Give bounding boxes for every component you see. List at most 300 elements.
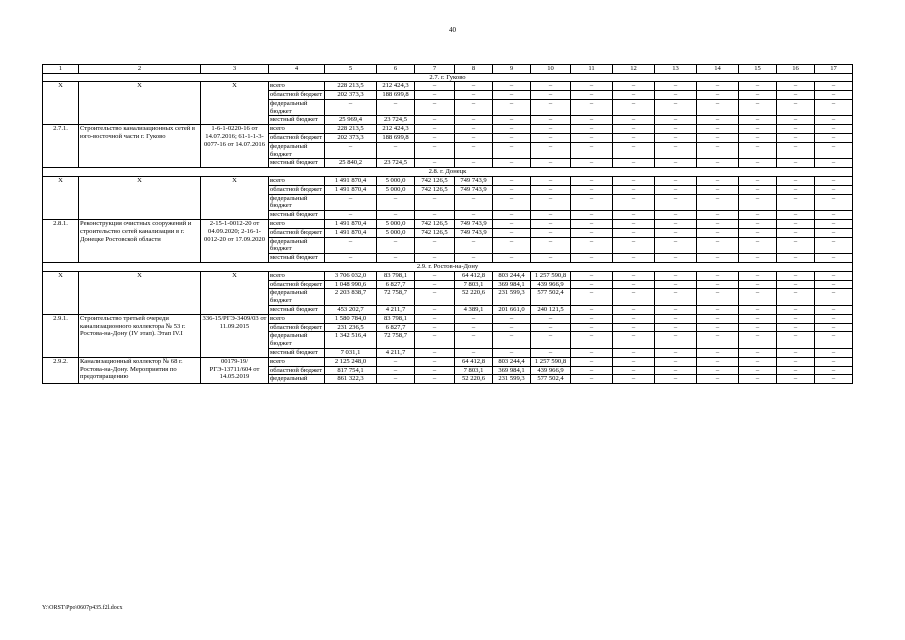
value-cell: – [455, 211, 493, 220]
value-cell: – [531, 220, 571, 229]
table-row [43, 82, 853, 91]
value-cell: 7 031,1 [325, 349, 377, 358]
empty-dash-cell: – [571, 99, 613, 116]
item-name: Реконструкция очистных сооружений и строительство сетей канализации в г. Донецке Ростовской области [79, 220, 201, 263]
empty-dash-cell: – [571, 366, 613, 375]
empty-dash-cell: – [815, 332, 853, 349]
empty-dash-cell: – [739, 349, 777, 358]
empty-dash-cell: – [739, 357, 777, 366]
value-cell: – [493, 314, 531, 323]
value-cell: 5 000,0 [377, 220, 415, 229]
empty-dash-cell: – [655, 82, 697, 91]
funding-source: областной бюджет [269, 323, 325, 332]
column-number-cell: 6 [377, 65, 415, 74]
empty-dash-cell: – [613, 159, 655, 168]
empty-dash-cell: – [777, 271, 815, 280]
item-number: 2.9.1. [43, 314, 79, 357]
empty-dash-cell: – [739, 228, 777, 237]
value-cell: – [531, 332, 571, 349]
value-cell: 228 213,5 [325, 82, 377, 91]
column-number-row [43, 65, 853, 74]
empty-dash-cell: – [815, 357, 853, 366]
funding-source: федеральный бюджет [269, 142, 325, 159]
value-cell: – [531, 177, 571, 186]
value-cell: 1 580 784,0 [325, 314, 377, 323]
empty-dash-cell: – [739, 237, 777, 254]
empty-dash-cell: – [613, 220, 655, 229]
empty-dash-cell: – [655, 116, 697, 125]
value-cell: – [455, 159, 493, 168]
value-cell: – [377, 211, 415, 220]
value-cell: 577 502,4 [531, 375, 571, 384]
value-cell: 749 743,9 [455, 228, 493, 237]
empty-dash-cell: – [613, 254, 655, 263]
value-cell: 231 236,5 [325, 323, 377, 332]
value-cell: 202 373,3 [325, 91, 377, 100]
empty-dash-cell: – [571, 185, 613, 194]
value-cell: 5 000,0 [377, 177, 415, 186]
empty-dash-cell: – [739, 289, 777, 306]
empty-dash-cell: – [655, 289, 697, 306]
value-cell: 5 000,0 [377, 185, 415, 194]
value-cell: 212 424,3 [377, 125, 415, 134]
funding-source: местный бюджет [269, 306, 325, 315]
value-cell: 83 798,1 [377, 271, 415, 280]
empty-dash-cell: – [697, 375, 739, 384]
empty-dash-cell: – [777, 211, 815, 220]
value-cell: – [493, 211, 531, 220]
column-number-cell: 1 [43, 65, 79, 74]
value-cell: – [415, 271, 455, 280]
empty-dash-cell: – [697, 237, 739, 254]
empty-dash-cell: – [571, 220, 613, 229]
table-row [43, 220, 853, 229]
value-cell: – [415, 357, 455, 366]
empty-dash-cell: – [613, 349, 655, 358]
empty-dash-cell: – [613, 142, 655, 159]
value-cell: 439 966,9 [531, 280, 571, 289]
item-number: Х [43, 82, 79, 125]
empty-dash-cell: – [815, 177, 853, 186]
empty-dash-cell: – [815, 280, 853, 289]
empty-dash-cell: – [697, 211, 739, 220]
empty-dash-cell: – [815, 99, 853, 116]
empty-dash-cell: – [697, 177, 739, 186]
value-cell: 6 827,7 [377, 280, 415, 289]
empty-dash-cell: – [571, 91, 613, 100]
empty-dash-cell: – [697, 125, 739, 134]
empty-dash-cell: – [655, 349, 697, 358]
value-cell: – [415, 306, 455, 315]
value-cell: – [531, 254, 571, 263]
item-number: 2.7.1. [43, 125, 79, 168]
value-cell: – [377, 99, 415, 116]
value-cell: – [415, 82, 455, 91]
funding-source: областной бюджет [269, 228, 325, 237]
item-name: Строительство канализационных сетей в юго-восточной части г. Гуково [79, 125, 201, 168]
empty-dash-cell: – [815, 82, 853, 91]
value-cell: – [415, 134, 455, 143]
empty-dash-cell: – [613, 357, 655, 366]
value-cell: – [493, 194, 531, 211]
empty-dash-cell: – [613, 237, 655, 254]
empty-dash-cell: – [613, 366, 655, 375]
empty-dash-cell: – [613, 289, 655, 306]
empty-dash-cell: – [655, 228, 697, 237]
value-cell: – [531, 349, 571, 358]
empty-dash-cell: – [697, 289, 739, 306]
value-cell: – [493, 82, 531, 91]
empty-dash-cell: – [571, 125, 613, 134]
empty-dash-cell: – [697, 220, 739, 229]
empty-dash-cell: – [697, 91, 739, 100]
value-cell: 861 322,3 [325, 375, 377, 384]
empty-dash-cell: – [815, 159, 853, 168]
empty-dash-cell: – [777, 228, 815, 237]
empty-dash-cell: – [697, 159, 739, 168]
column-number-cell: 15 [739, 65, 777, 74]
empty-dash-cell: – [571, 142, 613, 159]
value-cell: – [493, 349, 531, 358]
value-cell: – [531, 314, 571, 323]
empty-dash-cell: – [571, 116, 613, 125]
value-cell: – [531, 116, 571, 125]
value-cell: – [415, 194, 455, 211]
empty-dash-cell: – [697, 366, 739, 375]
value-cell: – [531, 237, 571, 254]
empty-dash-cell: – [815, 134, 853, 143]
column-number-cell: 16 [777, 65, 815, 74]
value-cell: – [415, 323, 455, 332]
value-cell: 231 599,3 [493, 375, 531, 384]
table-row [43, 357, 853, 366]
empty-dash-cell: – [655, 237, 697, 254]
item-name: Х [79, 82, 201, 125]
value-cell: 1 257 590,8 [531, 271, 571, 280]
empty-dash-cell: – [815, 349, 853, 358]
value-cell: 749 743,9 [455, 177, 493, 186]
value-cell: – [377, 194, 415, 211]
empty-dash-cell: – [571, 82, 613, 91]
value-cell: – [531, 82, 571, 91]
value-cell: – [377, 366, 415, 375]
value-cell: – [377, 237, 415, 254]
value-cell: – [455, 142, 493, 159]
funding-source: областной бюджет [269, 280, 325, 289]
empty-dash-cell: – [777, 375, 815, 384]
value-cell: – [415, 314, 455, 323]
value-cell: – [531, 142, 571, 159]
empty-dash-cell: – [777, 289, 815, 306]
column-number-cell: 5 [325, 65, 377, 74]
empty-dash-cell: – [777, 185, 815, 194]
value-cell: – [531, 134, 571, 143]
item-document: Х [201, 271, 269, 314]
table-row [43, 177, 853, 186]
value-cell: – [325, 237, 377, 254]
empty-dash-cell: – [815, 116, 853, 125]
empty-dash-cell: – [613, 314, 655, 323]
empty-dash-cell: – [815, 314, 853, 323]
empty-dash-cell: – [613, 280, 655, 289]
funding-source: областной бюджет [269, 134, 325, 143]
empty-dash-cell: – [655, 306, 697, 315]
value-cell: 23 724,5 [377, 116, 415, 125]
section-title: 2.9. г. Ростов-на-Дону [43, 263, 853, 272]
empty-dash-cell: – [655, 314, 697, 323]
value-cell: 2 125 248,0 [325, 357, 377, 366]
funding-source: федеральный бюджет [269, 289, 325, 306]
empty-dash-cell: – [571, 211, 613, 220]
empty-dash-cell: – [777, 306, 815, 315]
empty-dash-cell: – [697, 332, 739, 349]
empty-dash-cell: – [739, 254, 777, 263]
empty-dash-cell: – [655, 194, 697, 211]
value-cell: 369 984,1 [493, 280, 531, 289]
value-cell: 3 706 032,0 [325, 271, 377, 280]
empty-dash-cell: – [739, 211, 777, 220]
value-cell: – [493, 159, 531, 168]
empty-dash-cell: – [655, 142, 697, 159]
empty-dash-cell: – [777, 314, 815, 323]
empty-dash-cell: – [739, 185, 777, 194]
value-cell: 188 699,8 [377, 134, 415, 143]
value-cell: – [493, 332, 531, 349]
column-number-cell: 10 [531, 65, 571, 74]
value-cell: – [415, 142, 455, 159]
empty-dash-cell: – [697, 228, 739, 237]
value-cell: – [455, 194, 493, 211]
empty-dash-cell: – [739, 82, 777, 91]
item-name: Строительство третьей очереди канализационного коллектора № 53 г. Ростова-на-Дону (IV этап). Этап IV.I [79, 314, 201, 357]
empty-dash-cell: – [655, 220, 697, 229]
empty-dash-cell: – [571, 314, 613, 323]
column-number-cell: 7 [415, 65, 455, 74]
value-cell: 2 203 838,7 [325, 289, 377, 306]
file-path-footer: Y:\ORST\Ppo\0607p435.f2l.docx [42, 605, 123, 611]
funding-source: всего [269, 357, 325, 366]
empty-dash-cell: – [777, 254, 815, 263]
empty-dash-cell: – [739, 306, 777, 315]
empty-dash-cell: – [571, 134, 613, 143]
funding-source: местный бюджет [269, 116, 325, 125]
value-cell: 212 424,3 [377, 82, 415, 91]
funding-source: всего [269, 125, 325, 134]
empty-dash-cell: – [571, 237, 613, 254]
funding-source: федеральный бюджет [269, 99, 325, 116]
value-cell: 231 599,3 [493, 289, 531, 306]
value-cell: – [455, 314, 493, 323]
funding-source: федеральный [269, 375, 325, 384]
value-cell: – [415, 116, 455, 125]
funding-source: областной бюджет [269, 91, 325, 100]
empty-dash-cell: – [815, 142, 853, 159]
item-document: Х [201, 177, 269, 220]
value-cell: – [415, 332, 455, 349]
column-number-cell: 9 [493, 65, 531, 74]
empty-dash-cell: – [739, 323, 777, 332]
value-cell: – [455, 134, 493, 143]
empty-dash-cell: – [571, 357, 613, 366]
empty-dash-cell: – [697, 323, 739, 332]
empty-dash-cell: – [739, 271, 777, 280]
empty-dash-cell: – [613, 185, 655, 194]
empty-dash-cell: – [815, 211, 853, 220]
value-cell: – [455, 82, 493, 91]
empty-dash-cell: – [739, 177, 777, 186]
section-title: 2.8. г. Донецк [43, 168, 853, 177]
empty-dash-cell: – [815, 366, 853, 375]
value-cell: – [493, 116, 531, 125]
empty-dash-cell: – [777, 159, 815, 168]
empty-dash-cell: – [655, 211, 697, 220]
value-cell: 7 803,1 [455, 366, 493, 375]
empty-dash-cell: – [697, 82, 739, 91]
value-cell: 1 491 870,4 [325, 185, 377, 194]
value-cell: – [415, 280, 455, 289]
empty-dash-cell: – [655, 185, 697, 194]
value-cell: 742 126,5 [415, 228, 455, 237]
value-cell: 72 758,7 [377, 289, 415, 306]
value-cell: 4 211,7 [377, 349, 415, 358]
funding-source: местный бюджет [269, 349, 325, 358]
value-cell: 202 373,3 [325, 134, 377, 143]
empty-dash-cell: – [613, 125, 655, 134]
empty-dash-cell: – [739, 142, 777, 159]
value-cell: – [493, 134, 531, 143]
column-number-cell: 13 [655, 65, 697, 74]
value-cell: – [415, 99, 455, 116]
empty-dash-cell: – [815, 228, 853, 237]
funding-source: федеральный бюджет [269, 237, 325, 254]
value-cell: 25 969,4 [325, 116, 377, 125]
empty-dash-cell: – [697, 116, 739, 125]
empty-dash-cell: – [739, 194, 777, 211]
value-cell: 742 126,5 [415, 185, 455, 194]
value-cell: – [415, 211, 455, 220]
value-cell: – [415, 349, 455, 358]
value-cell: 749 743,9 [455, 220, 493, 229]
value-cell: 1 342 516,4 [325, 332, 377, 349]
empty-dash-cell: – [697, 134, 739, 143]
value-cell: 52 220,6 [455, 375, 493, 384]
value-cell: 64 412,8 [455, 271, 493, 280]
empty-dash-cell: – [571, 271, 613, 280]
value-cell: – [377, 357, 415, 366]
value-cell: – [493, 125, 531, 134]
value-cell: 749 743,9 [455, 185, 493, 194]
empty-dash-cell: – [739, 375, 777, 384]
empty-dash-cell: – [655, 177, 697, 186]
value-cell: 369 984,1 [493, 366, 531, 375]
empty-dash-cell: – [655, 99, 697, 116]
empty-dash-cell: – [655, 134, 697, 143]
empty-dash-cell: – [739, 332, 777, 349]
empty-dash-cell: – [739, 125, 777, 134]
value-cell: 7 803,1 [455, 280, 493, 289]
item-document: 00179-19/РГЭ-13711/604 от 14.05.2019 [201, 357, 269, 383]
empty-dash-cell: – [571, 306, 613, 315]
empty-dash-cell: – [777, 357, 815, 366]
funding-source: всего [269, 82, 325, 91]
empty-dash-cell: – [613, 375, 655, 384]
value-cell: – [455, 237, 493, 254]
empty-dash-cell: – [777, 332, 815, 349]
value-cell: 803 244,4 [493, 357, 531, 366]
funding-source: федеральный бюджет [269, 194, 325, 211]
empty-dash-cell: – [777, 237, 815, 254]
value-cell: – [455, 99, 493, 116]
value-cell: – [415, 375, 455, 384]
empty-dash-cell: – [815, 185, 853, 194]
empty-dash-cell: – [697, 194, 739, 211]
empty-dash-cell: – [697, 99, 739, 116]
column-number-cell: 4 [269, 65, 325, 74]
value-cell: – [493, 237, 531, 254]
empty-dash-cell: – [777, 142, 815, 159]
value-cell: 4 389,1 [455, 306, 493, 315]
empty-dash-cell: – [571, 323, 613, 332]
empty-dash-cell: – [655, 332, 697, 349]
empty-dash-cell: – [739, 91, 777, 100]
empty-dash-cell: – [697, 271, 739, 280]
item-number: 2.8.1. [43, 220, 79, 263]
empty-dash-cell: – [613, 82, 655, 91]
empty-dash-cell: – [815, 289, 853, 306]
value-cell: – [377, 375, 415, 384]
empty-dash-cell: – [815, 91, 853, 100]
column-number-cell: 2 [79, 65, 201, 74]
empty-dash-cell: – [655, 91, 697, 100]
value-cell: – [493, 142, 531, 159]
value-cell: – [493, 185, 531, 194]
empty-dash-cell: – [815, 323, 853, 332]
value-cell: 742 126,5 [415, 177, 455, 186]
empty-dash-cell: – [739, 99, 777, 116]
funding-source: областной бюджет [269, 366, 325, 375]
value-cell: – [531, 125, 571, 134]
empty-dash-cell: – [777, 91, 815, 100]
item-document: Х [201, 82, 269, 125]
value-cell: – [493, 177, 531, 186]
funding-source: областной бюджет [269, 185, 325, 194]
value-cell: – [455, 91, 493, 100]
empty-dash-cell: – [613, 134, 655, 143]
value-cell: – [377, 142, 415, 159]
empty-dash-cell: – [571, 375, 613, 384]
value-cell: 439 966,9 [531, 366, 571, 375]
value-cell: 5 000,0 [377, 228, 415, 237]
empty-dash-cell: – [697, 142, 739, 159]
funding-source: всего [269, 314, 325, 323]
table-row [43, 125, 853, 134]
empty-dash-cell: – [655, 375, 697, 384]
section-title: 2.7. г. Гуково [43, 73, 853, 82]
empty-dash-cell: – [777, 323, 815, 332]
value-cell: – [377, 254, 415, 263]
empty-dash-cell: – [571, 194, 613, 211]
budget-table [42, 64, 853, 384]
value-cell: 240 121,5 [531, 306, 571, 315]
empty-dash-cell: – [655, 323, 697, 332]
table-row [43, 271, 853, 280]
empty-dash-cell: – [815, 237, 853, 254]
empty-dash-cell: – [613, 306, 655, 315]
value-cell: 742 126,5 [415, 220, 455, 229]
value-cell: – [531, 194, 571, 211]
empty-dash-cell: – [697, 314, 739, 323]
empty-dash-cell: – [571, 349, 613, 358]
